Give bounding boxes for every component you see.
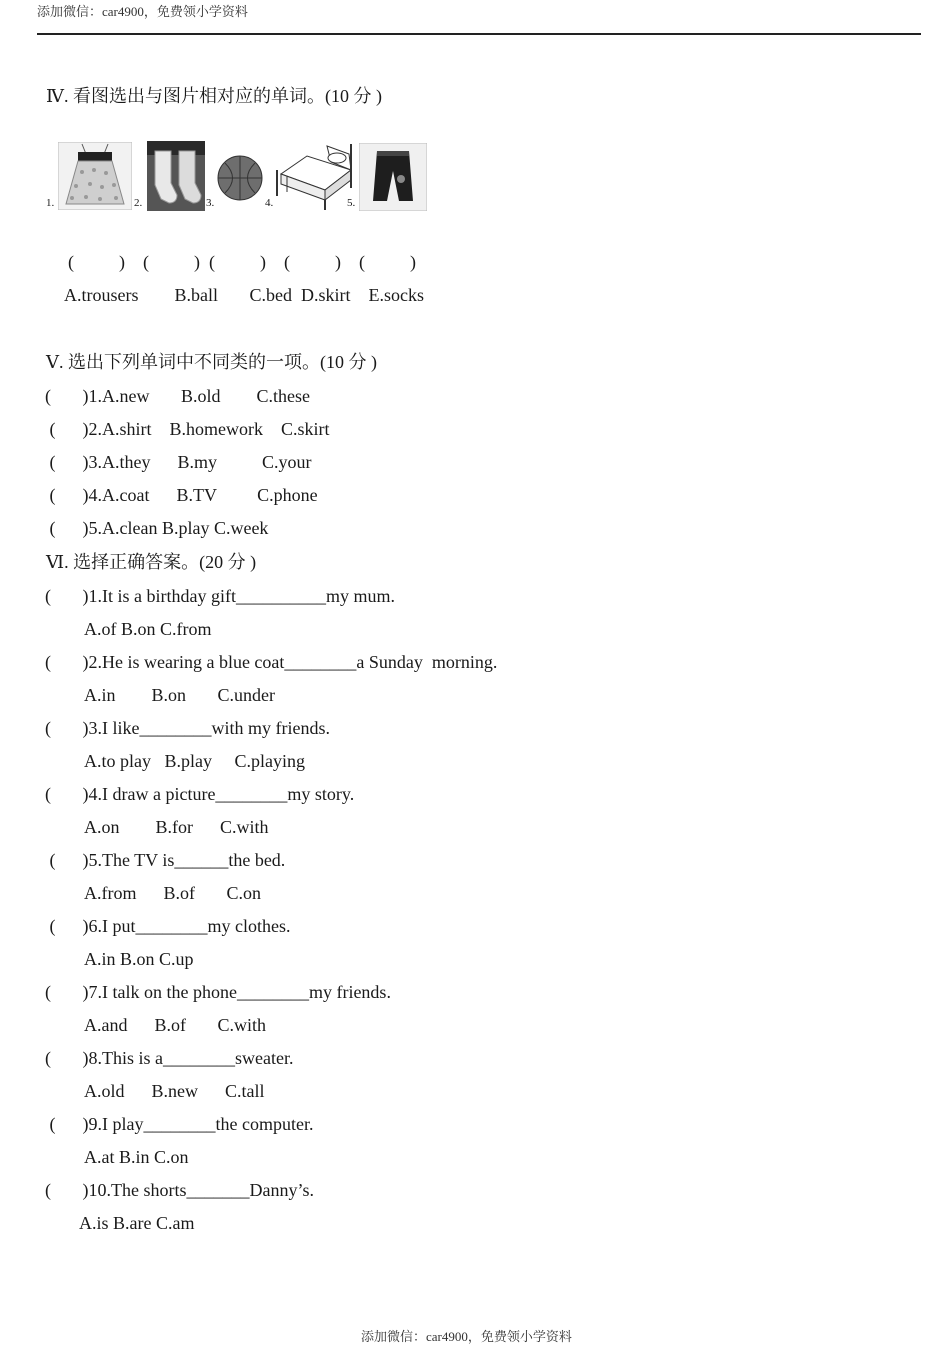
socks-picture bbox=[147, 141, 205, 211]
trousers-picture bbox=[359, 143, 427, 211]
footer-note: 添加微信：car4900，免费领小学资料 bbox=[361, 1329, 572, 1344]
section-6-options-8: A.old B.new C.tall bbox=[84, 1081, 265, 1101]
skirt-picture bbox=[58, 142, 132, 210]
bed-picture bbox=[275, 140, 356, 212]
section-6-question-6: ( )6.I put________my clothes. bbox=[45, 916, 291, 936]
section-5-item-5: ( )5.A.clean B.play C.week bbox=[45, 518, 269, 538]
picture-number-5: 5. bbox=[347, 197, 356, 209]
section-5-item-3: ( )3.A.they B.my C.your bbox=[45, 452, 312, 472]
section-6-question-4: ( )4.I draw a picture________my story. bbox=[45, 784, 355, 804]
header-note: 添加微信：car4900，免费领小学资料 bbox=[37, 4, 248, 19]
section-6-question-2: ( )2.He is wearing a blue coat________a Sunday morning. bbox=[45, 652, 498, 672]
section-5-item-2: ( )2.A.shirt B.homework C.skirt bbox=[45, 419, 330, 439]
section-6-question-8: ( )8.This is a________sweater. bbox=[45, 1048, 294, 1068]
picture-strip bbox=[46, 140, 436, 214]
section-4-title: Ⅳ. 看图选出与图片相对应的单词。(10 分 ) bbox=[46, 86, 382, 106]
picture-number-3: 3. bbox=[206, 197, 215, 209]
section-5-title: Ⅴ. 选出下列单词中不同类的一项。(10 分 ) bbox=[46, 352, 377, 372]
picture-number-4: 4. bbox=[265, 197, 274, 209]
section-6-options-7: A.and B.of C.with bbox=[84, 1015, 266, 1035]
picture-number-2: 2. bbox=[134, 197, 143, 209]
section-6-question-1: ( )1.It is a birthday gift__________my mum. bbox=[45, 586, 395, 606]
section-6-question-9: ( )9.I play________the computer. bbox=[45, 1114, 314, 1134]
section-6-question-7: ( )7.I talk on the phone________my friends. bbox=[45, 982, 391, 1002]
picture-number-1: 1. bbox=[46, 197, 55, 209]
ball-picture bbox=[216, 154, 264, 202]
section-6-options-2: A.in B.on C.under bbox=[84, 685, 275, 705]
section-6-options-4: A.on B.for C.with bbox=[84, 817, 269, 837]
section-6-question-3: ( )3.I like________with my friends. bbox=[45, 718, 330, 738]
section-5-item-4: ( )4.A.coat B.TV C.phone bbox=[45, 485, 318, 505]
section-6-options-9: A.at B.in C.on bbox=[84, 1147, 189, 1167]
section-6-options-6: A.in B.on C.up bbox=[84, 949, 194, 969]
header-divider bbox=[37, 33, 921, 35]
section-6-options-3: A.to play B.play C.playing bbox=[84, 751, 305, 771]
section-6-options-5: A.from B.of C.on bbox=[84, 883, 261, 903]
section-4-options: A.trousers B.ball C.bed D.skirt E.socks bbox=[64, 285, 424, 305]
section-6-options-1: A.of B.on C.from bbox=[84, 619, 212, 639]
section-6-question-10: ( )10.The shorts_______Danny’s. bbox=[45, 1180, 314, 1200]
section-5-item-1: ( )1.A.new B.old C.these bbox=[45, 386, 310, 406]
answer-brackets-row: ( ) ( ) ( ) ( ) ( ) bbox=[68, 252, 416, 272]
section-6-question-5: ( )5.The TV is______the bed. bbox=[45, 850, 286, 870]
section-6-title: Ⅵ. 选择正确答案。(20 分 ) bbox=[46, 552, 257, 572]
section-6-options-10: A.is B.are C.am bbox=[79, 1213, 195, 1233]
